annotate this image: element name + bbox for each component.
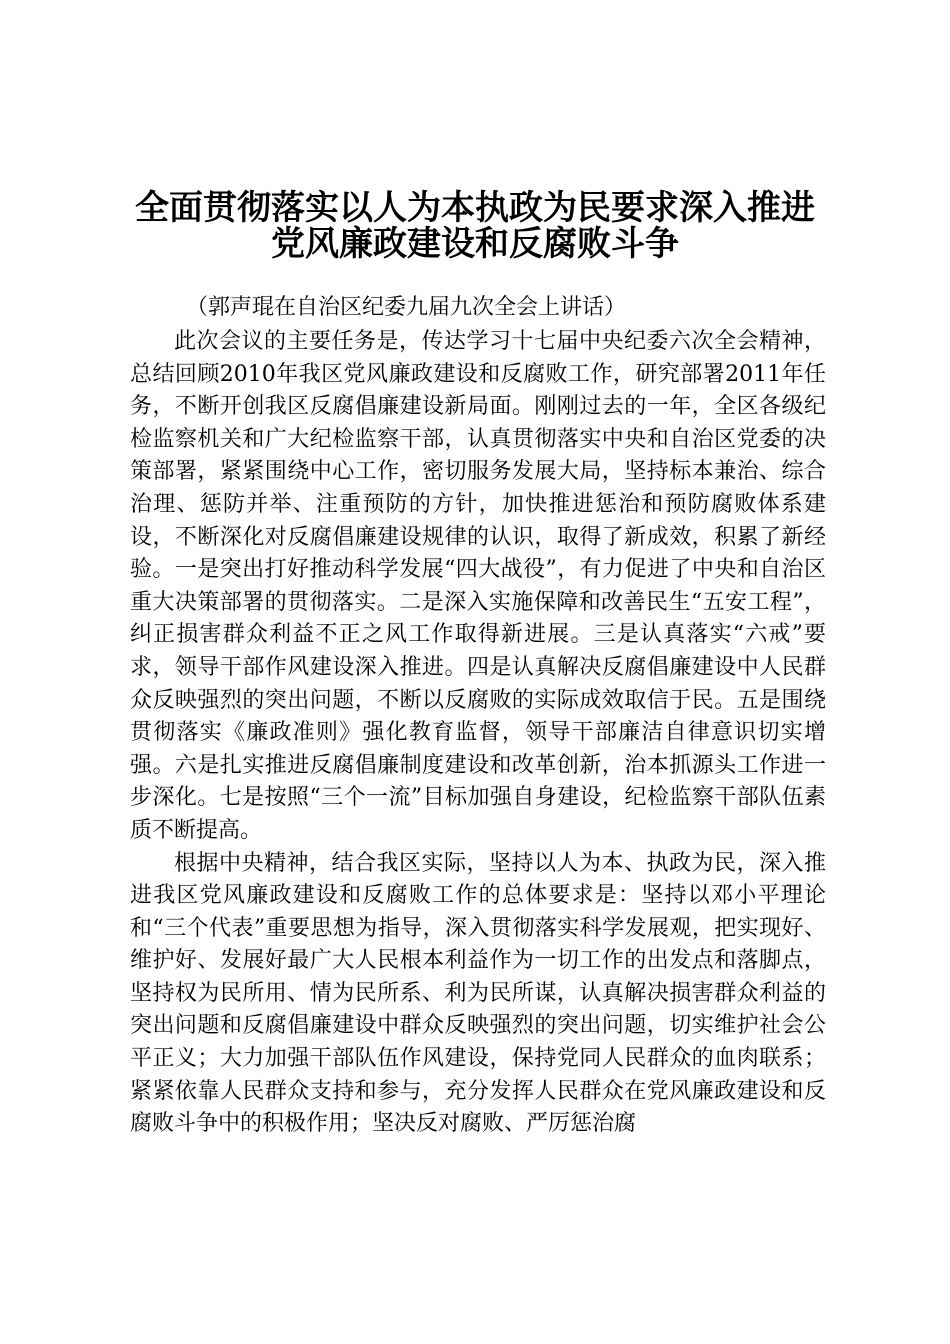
paragraph: 根据中央精神，结合我区实际，坚持以人为本、执政为民，深入推进我区党风廉政建设和反腐败工作的总体要求是：坚持以邓小平理论和“三个代表”重要思想为指导，深入贯彻落实科学发展观，把实现好、维护好、发展好最广大人民根本利益作为一切工作的出发点和落脚点，坚持权为民所用、情为民所系、利为民所谋，认真解决损害群众利益的突出问题和反腐倡廉建设中群众反映强烈的突出问题，切实维护社会公平正义；大力加强干部队伍作风建设，保持党同人民群众的血肉联系；紧紧依靠人民群众支持和参与，充分发挥人民群众在党风廉政建设和反腐败斗争中的积极作用；坚决反对腐败、严厉惩治腐 xyxy=(130,850,826,1137)
document-subtitle: （郭声琨在自治区纪委九届九次全会上讲话） xyxy=(186,295,627,320)
document-title-line-2: 党风廉政建设和反腐败斗争 xyxy=(271,224,679,264)
document-title-line-1: 全面贯彻落实以人为本执政为民要求深入推进 xyxy=(135,188,815,228)
paragraph: 此次会议的主要任务是，传达学习十七届中央纪委六次全会精神，总结回顾2010年我区党风廉政建设和反腐败工作，研究部署2011年任务，不断开创我区反腐倡廉建设新局面。刚刚过去的一年，全区各级纪检监察机关和广大纪检监察干部，认真贯彻落实中央和自治区党委的决策部署，紧紧围绕中心工作，密切服务发展大局，坚持标本兼治、综合治理、惩防并举、注重预防的方针，加快推进惩治和预防腐败体系建设，不断深化对反腐倡廉建设规律的认识，取得了新成效，积累了新经验。一是突出打好推动科学发展“四大战役”，有力促进了中央和自治区重大决策部署的贯彻落实。二是深入实施保障和改善民生“五安工程”，纠正损害群众利益不正之风工作取得新进展。三是认真落实“六戒”要求，领导干部作风建设深入推进。四是认真解决反腐倡廉建设中人民群众反映强烈的突出问题，不断以反腐败的实际成效取信于民。五是围绕贯彻落实《廉政准则》强化教育监督，领导干部廉洁自律意识切实增强。六是扎实推进反腐倡廉制度建设和改革创新，治本抓源头工作进一步深化。七是按照“三个一流”目标加强自身建设，纪检监察干部队伍素质不断提高。 xyxy=(130,329,826,843)
document-body xyxy=(130,326,826,1141)
